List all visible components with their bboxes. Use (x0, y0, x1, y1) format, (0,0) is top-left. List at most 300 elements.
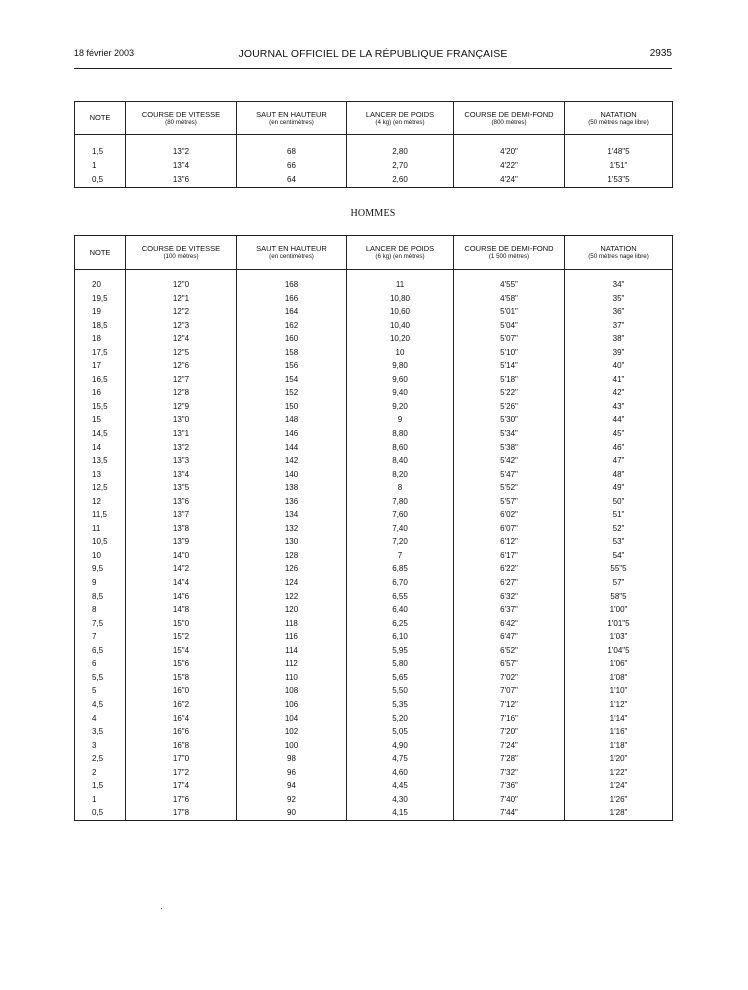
table-cell: 0,5 (75, 173, 126, 188)
table-cell: 17"4 (126, 779, 237, 793)
table-cell: 5,80 (347, 657, 454, 671)
table-cell: 92 (237, 793, 347, 807)
table-cell: 2,5 (75, 752, 126, 766)
table-cell: 4,30 (347, 793, 454, 807)
table-cell: 4'20" (454, 145, 565, 159)
table-row (75, 603, 673, 617)
table-cell: 4'55" (454, 278, 565, 292)
table-cell: 13"8 (126, 522, 237, 536)
table-cell: 1'51" (565, 159, 673, 173)
table-cell: 48" (565, 468, 673, 482)
table-cell: 7'07" (454, 684, 565, 698)
table-cell: 14"4 (126, 576, 237, 590)
table-cell: 9,20 (347, 400, 454, 414)
table-row (75, 698, 673, 712)
table-cell: 5,95 (347, 644, 454, 658)
table-row (75, 644, 673, 658)
table-cell: 132 (237, 522, 347, 536)
table-cell: 55"5 (565, 562, 673, 576)
spacer-row (75, 270, 673, 279)
table-cell: 7'16" (454, 712, 565, 726)
table-cell: 15 (75, 413, 126, 427)
table-row (75, 346, 673, 360)
table-cell: 16"6 (126, 725, 237, 739)
table-cell: 7'12" (454, 698, 565, 712)
table-cell: 17"0 (126, 752, 237, 766)
table-cell: 16"4 (126, 712, 237, 726)
table-body (75, 135, 673, 188)
table-cell: 5,35 (347, 698, 454, 712)
table-cell: 158 (237, 346, 347, 360)
table-cell: 96 (237, 766, 347, 780)
table-cell: 98 (237, 752, 347, 766)
table-cell: 9,60 (347, 373, 454, 387)
table-cell: 49" (565, 481, 673, 495)
table-cell: 10,60 (347, 305, 454, 319)
table-cell: 1'16" (565, 725, 673, 739)
table-cell: 13"0 (126, 413, 237, 427)
table-row (75, 454, 673, 468)
table-cell: 140 (237, 468, 347, 482)
table-cell: 4,60 (347, 766, 454, 780)
table-cell: 4'24" (454, 173, 565, 188)
table-cell: 2,80 (347, 145, 454, 159)
table-cell: 15"2 (126, 630, 237, 644)
table-cell: 17,5 (75, 346, 126, 360)
table-cell: 53" (565, 535, 673, 549)
table-cell: 2 (75, 766, 126, 780)
table-row (75, 427, 673, 441)
table-cell: 13"6 (126, 173, 237, 188)
table-cell: 19,5 (75, 292, 126, 306)
table-cell: 13"2 (126, 145, 237, 159)
table-cell: 134 (237, 508, 347, 522)
table-cell: 1'26" (565, 793, 673, 807)
table-cell: 6,40 (347, 603, 454, 617)
table-cell: 116 (237, 630, 347, 644)
header-title: JOURNAL OFFICIEL DE LA RÉPUBLIQUE FRANÇAISE (238, 48, 508, 60)
table-cell: 9,80 (347, 359, 454, 373)
table-cell: 4 (75, 712, 126, 726)
table-cell: 9,5 (75, 562, 126, 576)
table-cell: 9 (75, 576, 126, 590)
table-cell: 5'47" (454, 468, 565, 482)
table-cell: 102 (237, 725, 347, 739)
table-row (75, 441, 673, 455)
table-cell: 5,05 (347, 725, 454, 739)
table-cell: 46" (565, 441, 673, 455)
table-cell: 14"2 (126, 562, 237, 576)
table-cell: 4,15 (347, 806, 454, 820)
table-cell: 7,40 (347, 522, 454, 536)
section-title: HOMMES (350, 208, 396, 219)
table-row (75, 712, 673, 726)
table-cell: 39" (565, 346, 673, 360)
table-cell: 1'53"5 (565, 173, 673, 188)
table-cell: 6'12" (454, 535, 565, 549)
table-row (75, 495, 673, 509)
table-cell: 1'04"5 (565, 644, 673, 658)
table-cell: 5'04" (454, 319, 565, 333)
table-row (75, 305, 673, 319)
table-cell: 5'52" (454, 481, 565, 495)
table-cell: 6'22" (454, 562, 565, 576)
table-cell: 5'22" (454, 386, 565, 400)
table-cell: 36" (565, 305, 673, 319)
table-cell: 17"8 (126, 806, 237, 820)
table-cell: 120 (237, 603, 347, 617)
table-cell: 8 (347, 481, 454, 495)
table-cell: 6'52" (454, 644, 565, 658)
table-cell: 5'01" (454, 305, 565, 319)
table-cell: 1'01"5 (565, 617, 673, 631)
table-cell: 57" (565, 576, 673, 590)
scores-table-hommes (74, 235, 673, 821)
table-cell: 5'38" (454, 441, 565, 455)
table-cell: 12"7 (126, 373, 237, 387)
table-cell: 15"8 (126, 671, 237, 685)
scan-speck (161, 908, 162, 909)
table-cell: 15"0 (126, 617, 237, 631)
table-cell: 1 (75, 793, 126, 807)
table-cell: 14"8 (126, 603, 237, 617)
table-row (75, 278, 673, 292)
table-cell: 6'42" (454, 617, 565, 631)
table-row (75, 145, 673, 159)
table-cell: 14"0 (126, 549, 237, 563)
table-row (75, 332, 673, 346)
table-cell: 5'34" (454, 427, 565, 441)
table-cell: 14 (75, 441, 126, 455)
table-cell: 8,5 (75, 590, 126, 604)
table-cell: 128 (237, 549, 347, 563)
table-cell: 5,65 (347, 671, 454, 685)
table-cell: 9,40 (347, 386, 454, 400)
table-cell: 13"4 (126, 159, 237, 173)
table-cell: 1,5 (75, 779, 126, 793)
table-cell: 124 (237, 576, 347, 590)
table-cell: 3,5 (75, 725, 126, 739)
table-cell: 64 (237, 173, 347, 188)
table-cell: 4,90 (347, 739, 454, 753)
table-cell: 7,20 (347, 535, 454, 549)
table-cell: 90 (237, 806, 347, 820)
table-row (75, 481, 673, 495)
table-cell: 12"2 (126, 305, 237, 319)
table-cell: 5'30" (454, 413, 565, 427)
table-cell: 17 (75, 359, 126, 373)
table-cell: 5'57" (454, 495, 565, 509)
page-header (74, 48, 672, 68)
table-cell: 6'17" (454, 549, 565, 563)
table-row (75, 766, 673, 780)
table-cell: 110 (237, 671, 347, 685)
table-cell: 50" (565, 495, 673, 509)
column-header: COURSE DE DEMI-FOND (800 mètres) (454, 102, 565, 135)
table-cell: 5'07" (454, 332, 565, 346)
table-cell: 7'20" (454, 725, 565, 739)
table-row (75, 657, 673, 671)
table-cell: 13"6 (126, 495, 237, 509)
column-header: NOTE (75, 102, 126, 135)
table-cell: 1'24" (565, 779, 673, 793)
column-header: SAUT EN HAUTEUR (en centimètres) (237, 102, 347, 135)
table-cell: 100 (237, 739, 347, 753)
table-cell: 142 (237, 454, 347, 468)
column-header: NATATION (50 mètres nage libre) (565, 102, 673, 135)
table-cell: 13"5 (126, 481, 237, 495)
table-cell: 118 (237, 617, 347, 631)
table-header (75, 102, 673, 135)
table-cell: 15"4 (126, 644, 237, 658)
table-cell: 106 (237, 698, 347, 712)
table-cell: 34" (565, 278, 673, 292)
table-cell: 4'58" (454, 292, 565, 306)
table-cell: 12"5 (126, 346, 237, 360)
table-cell: 94 (237, 779, 347, 793)
table-header (75, 236, 673, 270)
table-cell: 38" (565, 332, 673, 346)
table-cell: 1'06" (565, 657, 673, 671)
table-cell: 7'24" (454, 739, 565, 753)
table-cell: 40" (565, 359, 673, 373)
table-cell: 6'27" (454, 576, 565, 590)
table-cell: 41" (565, 373, 673, 387)
table-cell: 17"2 (126, 766, 237, 780)
table-cell: 16 (75, 386, 126, 400)
table-cell: 166 (237, 292, 347, 306)
column-header: LANCER DE POIDS (6 kg) (en mètres) (347, 236, 454, 270)
table-row (75, 630, 673, 644)
table-cell: 10,80 (347, 292, 454, 306)
table-row (75, 576, 673, 590)
table-cell: 45" (565, 427, 673, 441)
table-cell: 7'02" (454, 671, 565, 685)
table-body (75, 270, 673, 821)
table-cell: 136 (237, 495, 347, 509)
table-cell: 6,55 (347, 590, 454, 604)
table-cell: 10 (75, 549, 126, 563)
table-cell: 6'02" (454, 508, 565, 522)
spacer-row (75, 135, 673, 146)
table-row (75, 779, 673, 793)
table-cell: 1'14" (565, 712, 673, 726)
table-cell: 11 (347, 278, 454, 292)
table-row (75, 617, 673, 631)
table-cell: 6,85 (347, 562, 454, 576)
table-cell: 0,5 (75, 806, 126, 820)
table-cell: 126 (237, 562, 347, 576)
table-cell: 8 (75, 603, 126, 617)
table-row (75, 793, 673, 807)
table-row (75, 684, 673, 698)
table-cell: 6'47" (454, 630, 565, 644)
table-cell: 160 (237, 332, 347, 346)
table-cell: 104 (237, 712, 347, 726)
table-cell: 12"4 (126, 332, 237, 346)
table-cell: 154 (237, 373, 347, 387)
table-cell: 1'10" (565, 684, 673, 698)
table-cell: 156 (237, 359, 347, 373)
table-cell: 11,5 (75, 508, 126, 522)
table-row (75, 159, 673, 173)
table-cell: 6,10 (347, 630, 454, 644)
table-cell: 12,5 (75, 481, 126, 495)
table-cell: 11 (75, 522, 126, 536)
table-row (75, 671, 673, 685)
table-cell: 52" (565, 522, 673, 536)
table-cell: 7'36" (454, 779, 565, 793)
table-cell: 13"2 (126, 441, 237, 455)
table-cell: 37" (565, 319, 673, 333)
table-cell: 4,45 (347, 779, 454, 793)
table-cell: 12"0 (126, 278, 237, 292)
table-cell: 12 (75, 495, 126, 509)
table-cell: 19 (75, 305, 126, 319)
table-cell: 12"8 (126, 386, 237, 400)
table-row (75, 739, 673, 753)
table-cell: 4,5 (75, 698, 126, 712)
table-cell: 108 (237, 684, 347, 698)
table-cell: 47" (565, 454, 673, 468)
column-header: SAUT EN HAUTEUR (en centimètres) (237, 236, 347, 270)
table-row (75, 562, 673, 576)
table-cell: 1'03" (565, 630, 673, 644)
table-cell: 112 (237, 657, 347, 671)
table-row (75, 522, 673, 536)
table-row (75, 173, 673, 188)
table-cell: 43" (565, 400, 673, 414)
table-cell: 16"2 (126, 698, 237, 712)
table-cell: 13"7 (126, 508, 237, 522)
table-cell: 5 (75, 684, 126, 698)
table-cell: 12"1 (126, 292, 237, 306)
table-cell: 1'08" (565, 671, 673, 685)
table-cell: 10,5 (75, 535, 126, 549)
table-cell: 152 (237, 386, 347, 400)
table-cell: 51" (565, 508, 673, 522)
table-cell: 6,70 (347, 576, 454, 590)
table-cell: 68 (237, 145, 347, 159)
table-cell: 5,50 (347, 684, 454, 698)
table-cell: 13"1 (126, 427, 237, 441)
table-cell: 5'18" (454, 373, 565, 387)
table-cell: 54" (565, 549, 673, 563)
table-cell: 18 (75, 332, 126, 346)
table-cell: 8,60 (347, 441, 454, 455)
table-cell: 66 (237, 159, 347, 173)
table-row (75, 535, 673, 549)
table-cell: 8,20 (347, 468, 454, 482)
table-cell: 10,40 (347, 319, 454, 333)
table-cell: 58"5 (565, 590, 673, 604)
table-cell: 114 (237, 644, 347, 658)
table-cell: 5'10" (454, 346, 565, 360)
table-cell: 20 (75, 278, 126, 292)
table-cell: 4,75 (347, 752, 454, 766)
table-row (75, 468, 673, 482)
table-cell: 15"6 (126, 657, 237, 671)
table-cell: 42" (565, 386, 673, 400)
table-cell: 6,5 (75, 644, 126, 658)
column-header: COURSE DE VITESSE (100 mètres) (126, 236, 237, 270)
table-cell: 7'28" (454, 752, 565, 766)
table-cell: 1,5 (75, 145, 126, 159)
table-cell: 3 (75, 739, 126, 753)
table-row (75, 590, 673, 604)
table-row (75, 725, 673, 739)
table-cell: 16"0 (126, 684, 237, 698)
table-cell: 6'57" (454, 657, 565, 671)
table-cell: 12"6 (126, 359, 237, 373)
table-cell: 6 (75, 657, 126, 671)
table-cell: 16,5 (75, 373, 126, 387)
table-cell: 6'32" (454, 590, 565, 604)
table-cell: 14"6 (126, 590, 237, 604)
column-header: COURSE DE VITESSE (80 mètres) (126, 102, 237, 135)
table-cell: 162 (237, 319, 347, 333)
table-cell: 146 (237, 427, 347, 441)
table-cell: 1'12" (565, 698, 673, 712)
table-cell: 4'22" (454, 159, 565, 173)
table-cell: 7'40" (454, 793, 565, 807)
table-cell: 13"4 (126, 468, 237, 482)
table-cell: 5,5 (75, 671, 126, 685)
table-cell: 1'18" (565, 739, 673, 753)
table-row (75, 806, 673, 820)
column-header: COURSE DE DEMI-FOND (1 500 mètres) (454, 236, 565, 270)
table-cell: 2,70 (347, 159, 454, 173)
table-cell: 10 (347, 346, 454, 360)
table-cell: 5'42" (454, 454, 565, 468)
table-cell: 122 (237, 590, 347, 604)
page-number: 2935 (649, 48, 672, 59)
table-cell: 18,5 (75, 319, 126, 333)
table-cell: 12"9 (126, 400, 237, 414)
table-row (75, 413, 673, 427)
table-cell: 138 (237, 481, 347, 495)
table-cell: 1'22" (565, 766, 673, 780)
table-cell: 1'00" (565, 603, 673, 617)
table-cell: 13 (75, 468, 126, 482)
table-cell: 130 (237, 535, 347, 549)
table-cell: 6'07" (454, 522, 565, 536)
table-cell: 1 (75, 159, 126, 173)
table-row (75, 373, 673, 387)
table-cell: 16"8 (126, 739, 237, 753)
table-cell: 5'26" (454, 400, 565, 414)
table-cell: 8,80 (347, 427, 454, 441)
table-cell: 168 (237, 278, 347, 292)
table-cell: 13"3 (126, 454, 237, 468)
table-cell: 148 (237, 413, 347, 427)
table-cell: 14,5 (75, 427, 126, 441)
table-cell: 15,5 (75, 400, 126, 414)
table-cell: 7 (75, 630, 126, 644)
table-row (75, 319, 673, 333)
table-cell: 44" (565, 413, 673, 427)
table-cell: 7'44" (454, 806, 565, 820)
table-cell: 7 (347, 549, 454, 563)
table-cell: 1'48"5 (565, 145, 673, 159)
column-header: NATATION (50 mètres nage libre) (565, 236, 673, 270)
table-row (75, 508, 673, 522)
table-row (75, 359, 673, 373)
table-cell: 17"6 (126, 793, 237, 807)
table-cell: 164 (237, 305, 347, 319)
header-rule (74, 68, 672, 69)
table-cell: 35" (565, 292, 673, 306)
